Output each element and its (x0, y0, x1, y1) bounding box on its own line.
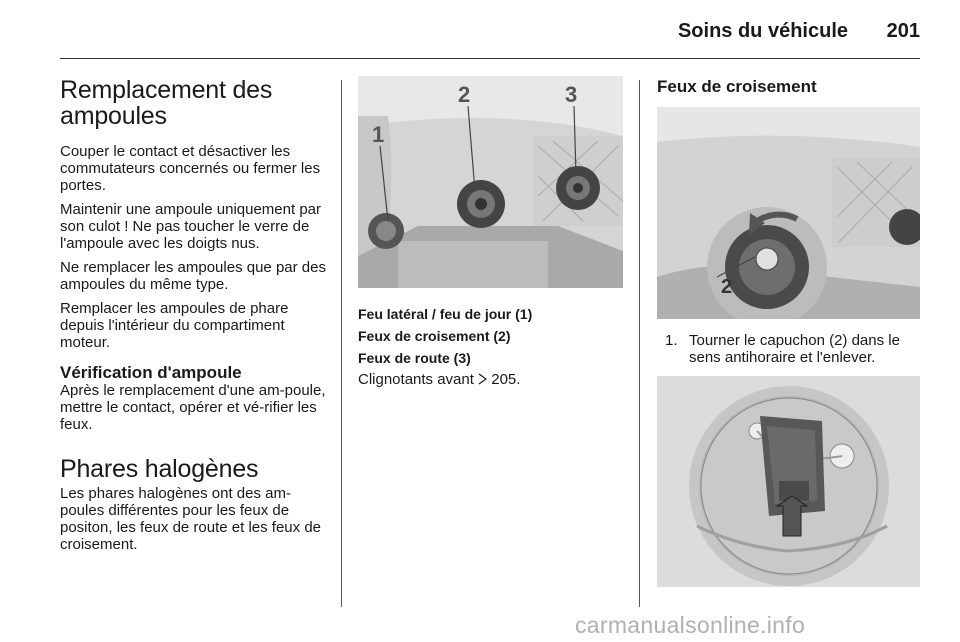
step-text: Tourner le capuchon (2) dans le sens antihoraire et l'enlever. (689, 332, 900, 366)
instruction-step (657, 332, 920, 366)
caption: Feux de route (3) (358, 350, 471, 366)
paragraph: Ne remplacer les ampoules que par des ampoules du même type. (60, 259, 326, 293)
low-beam-illustration (657, 107, 920, 319)
callout-label: 2 (458, 82, 471, 107)
column-1 (60, 77, 330, 553)
callout-label: 1 (372, 122, 385, 147)
watermark: carmanualsonline.info (575, 612, 806, 638)
headlamp-photo (358, 76, 623, 288)
caption: Feux de croisement (2) (358, 328, 511, 344)
column-2 (358, 76, 623, 391)
callout-label: 3 (565, 82, 578, 107)
paragraph: Couper le contact et désactiver les commutateurs concernés ou fermer les portes. (60, 143, 321, 194)
column-divider-right (639, 80, 640, 607)
caption: Feu latéral / feu de jour (1) (358, 306, 533, 322)
column-3 (657, 76, 920, 587)
page-number: 201 (886, 20, 920, 42)
image-captions (358, 303, 623, 391)
cross-reference-page: 205. (491, 371, 521, 388)
section-title: Remplacement des ampoules (60, 76, 273, 130)
header-title: Soins du véhicule (677, 20, 848, 42)
page-reference-icon (478, 371, 491, 388)
instruction-steps (657, 332, 920, 366)
cross-reference (358, 369, 623, 391)
step-number: 1. (665, 332, 678, 349)
cross-reference-text: Clignotants avant (358, 371, 474, 388)
header-rule (60, 58, 920, 59)
paragraph: Maintenir une ampoule uniquement par son culot ! Ne pas toucher le verre de l'ampoule avec les doigts nus. (60, 201, 321, 252)
paragraph: Remplacer les ampoules de phare depuis l'intérieur du compartiment moteur. (60, 300, 289, 351)
callout-label: 2 (721, 276, 733, 298)
headlamp-illustration (358, 76, 623, 288)
bulb-connector-photo (657, 376, 920, 587)
paragraph: Après le remplacement d'une am-poule, mettre le contact, opérer et vé-rifier les feux. (60, 382, 326, 433)
low-beam-photo (657, 107, 920, 319)
bulb-connector-illustration (657, 376, 920, 587)
section-heading: Feux de croisement (657, 77, 817, 96)
subsection-title: Vérification d'ampoule (60, 363, 242, 382)
column-divider-left (341, 80, 342, 607)
section-title: Phares halogènes (60, 455, 259, 483)
paragraph: Les phares halogènes ont des am-poules différentes pour les feux de positon, les feux de route et les feux de croisement. (60, 485, 321, 553)
